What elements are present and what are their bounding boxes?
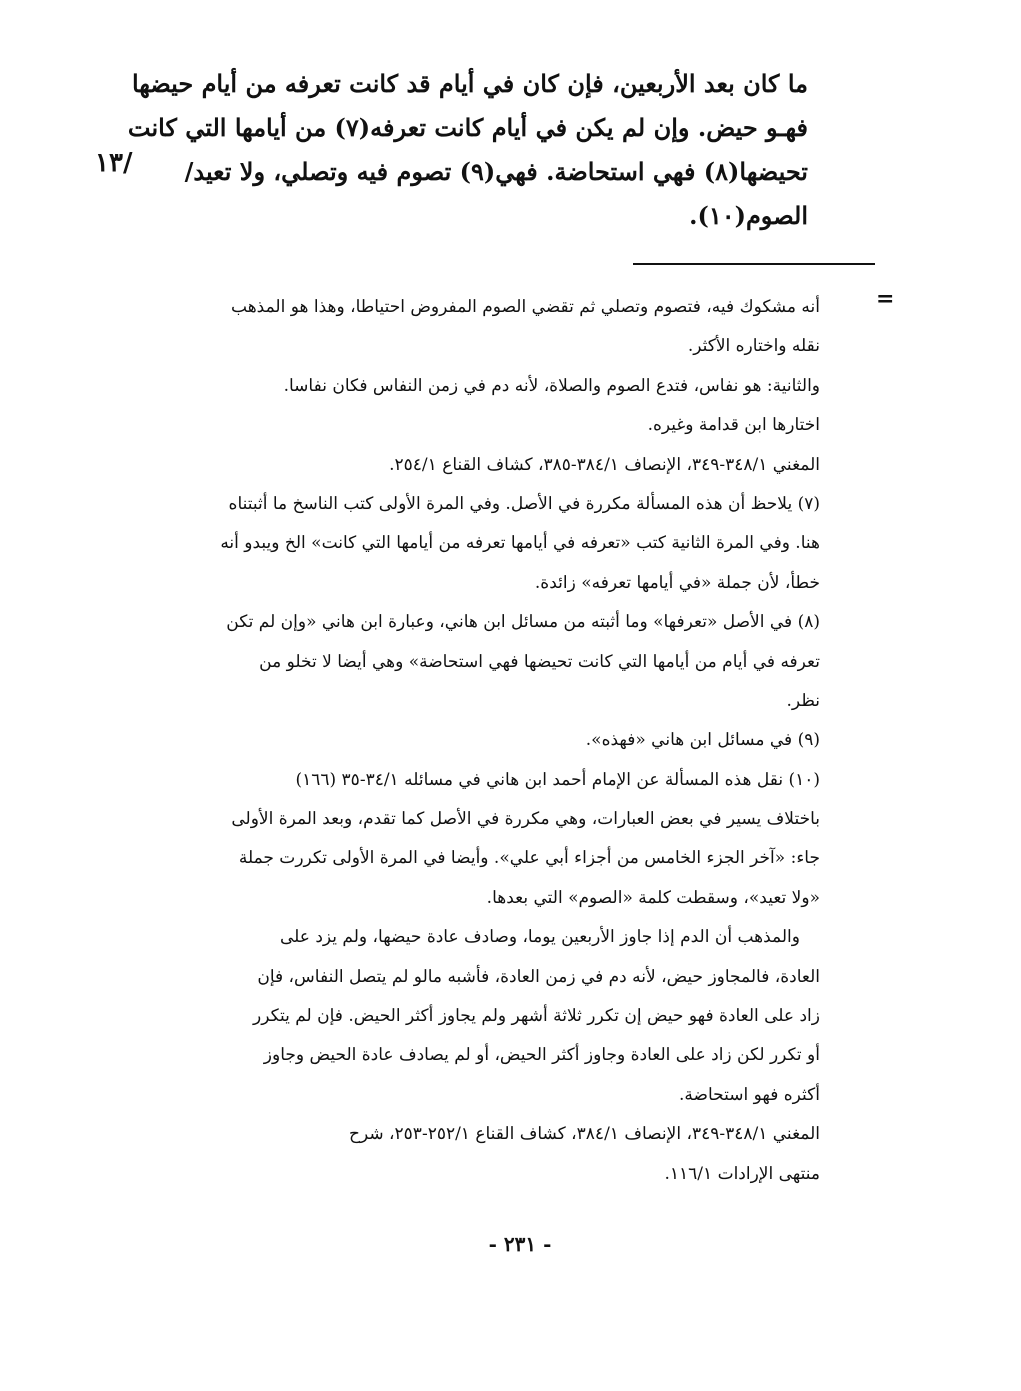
- footnote-line: (٩) في مسائل ابن هاني «فهذه».: [585, 730, 820, 751]
- footnote-line: منتهى الإرادات ١١٦/١.: [664, 1163, 820, 1184]
- footnote-line: تعرفه في أيام من أيامها التي كانت تحيضها فهي استحاضة» وهي أيضا لا تخلو من: [259, 651, 820, 672]
- footnote-line: «ولا تعيد»، وسقطت كلمة «الصوم» التي بعدها.: [486, 887, 820, 908]
- footnote-line: أكثره فهو استحاضة.: [679, 1084, 820, 1105]
- footnotes: [160, 288, 820, 1194]
- footnote-line: جاء: «آخر الجزء الخامس من أجزاء أبي علي». وأيضا في المرة الأولى تكررت جملة: [238, 848, 820, 869]
- footnote-line: أنه مشكوك فيه، فتصوم وتصلي ثم تقضي الصوم المفروض احتياطا، وهذا هو المذهب: [231, 297, 820, 317]
- footnote-line: نقله واختاره الأكثر.: [687, 336, 820, 357]
- footnote-line: المغني ٣٤٨/١-٣٤٩، الإنصاف ٣٨٤/١-٣٨٥، كشاف القناع ٢٥٤/١.: [389, 454, 820, 475]
- footnote-line: (١٠) نقل هذه المسألة عن الإمام أحمد ابن هاني في مسائله ٣٤/١-٣٥ (١٦٦): [295, 769, 820, 790]
- main-text-line: تحيضها(٨) فهي استحاضة. فهي(٩) تصوم فيه وتصلي، ولا تعيد/: [184, 157, 808, 186]
- footnote-line: (٧) يلاحظ أن هذه المسألة مكررة في الأصل. وفي المرة الأولى كتب الناسخ ما أثبتناه: [228, 493, 820, 514]
- footnote-line: العادة، فالمجاوز حيض، لأنه دم في زمن العادة، فأشبه مالو لم يتصل النفاس، فإن: [257, 966, 820, 987]
- footnote-line: أو تكرر لكن زاد على العادة وجاوز أكثر الحيض، أو لم يصادف عادة الحيض وجاوز: [263, 1045, 820, 1066]
- main-text: [127, 62, 808, 238]
- footnote-line: المغني ٣٤٨/١-٣٤٩، الإنصاف ٣٨٤/١، كشاف القناع ٢٥٢/١-٢٥٣، شرح: [349, 1124, 820, 1145]
- footnote-separator: [633, 263, 875, 265]
- main-text-line: فهـو حيض. وإن لم يكن في أيام كانت تعرفه(٧) من أيامها التي كانت: [127, 113, 808, 142]
- footnote-line: باختلاف يسير في بعض العبارات، وهي مكررة في الأصل كما تقدم، وبعد المرة الأولى: [231, 809, 820, 830]
- footnote-line: نظر.: [786, 690, 820, 711]
- footnote-line: زاد على العادة فهو حيض إن تكرر ثلاثة أشهر ولم يجاوز أكثر الحيض. فإن لم يتكرر: [253, 1006, 820, 1027]
- main-text-line: الصوم(١٠).: [689, 201, 808, 230]
- page-number: - ٢٣١ -: [488, 1232, 552, 1256]
- main-text-line: ما كان بعد الأربعين، فإن كان في أيام قد كانت تعرفه من أيام حيضها: [131, 69, 808, 98]
- footnote-line: خطأ، لأن جملة «في أيامها تعرفه» زائدة.: [534, 572, 820, 593]
- footnote-continuation-marker: =: [876, 286, 895, 312]
- footnote-line: اختارها ابن قدامة وغيره.: [647, 415, 820, 436]
- footnote-line: والثانية: هو نفاس، فتدع الصوم والصلاة، لأنه دم في زمن النفاس فكان نفاسا.: [283, 375, 820, 396]
- margin-folio-reference: /١٣: [95, 148, 133, 178]
- footnote-line: (٨) في الأصل «تعرفها» وما أثبته من مسائل ابن هاني، وعبارة ابن هاني «وإن لم تكن: [226, 612, 820, 633]
- footnote-line: هنا. وفي المرة الثانية كتب «تعرفه في أيامها تعرفه من أيامها التي كانت» الخ ويبدو أنه: [220, 533, 820, 554]
- footnote-line: والمذهب أن الدم إذا جاوز الأربعين يوما، وصادف عادة حيضها، ولم يزد على: [280, 927, 800, 948]
